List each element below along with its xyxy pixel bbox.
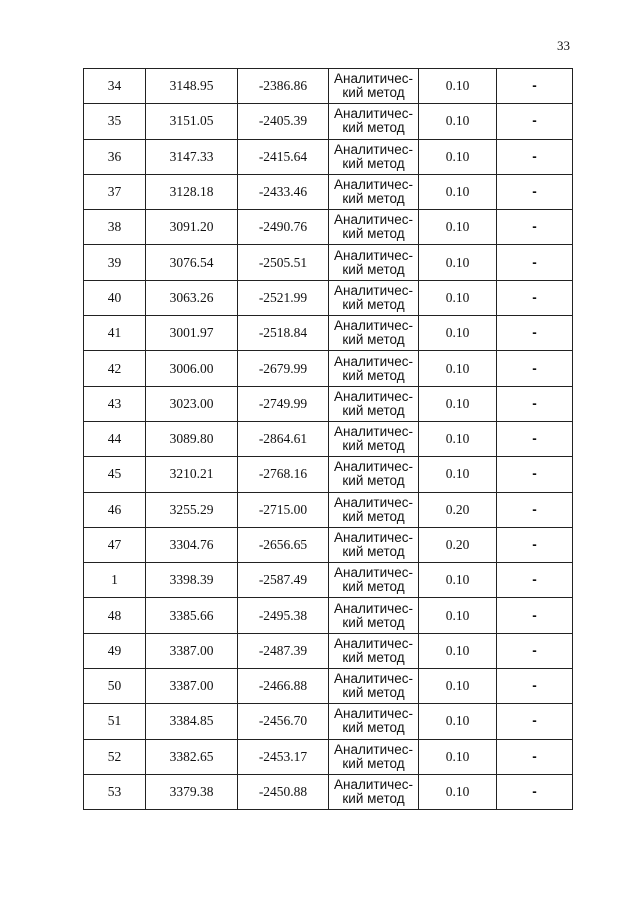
method-cell bbox=[329, 457, 419, 492]
method-cell bbox=[329, 245, 419, 280]
description-cell: - bbox=[497, 633, 573, 668]
y-coordinate-cell: -2415.64 bbox=[238, 139, 329, 174]
x-coordinate-cell: 3147.33 bbox=[146, 139, 238, 174]
table-row bbox=[84, 739, 573, 774]
table-row bbox=[84, 457, 573, 492]
point-number-cell: 42 bbox=[84, 351, 146, 386]
x-coordinate-cell: 3006.00 bbox=[146, 351, 238, 386]
point-number-cell: 45 bbox=[84, 457, 146, 492]
method-line-2: кий метод bbox=[342, 791, 405, 807]
y-coordinate-cell: -2656.65 bbox=[238, 527, 329, 562]
table-row bbox=[84, 669, 573, 704]
description-cell: - bbox=[497, 457, 573, 492]
method-cell bbox=[329, 774, 419, 809]
accuracy-cell: 0.10 bbox=[419, 210, 497, 245]
table-row bbox=[84, 563, 573, 598]
method-line-1: Аналитичес- bbox=[334, 318, 413, 334]
accuracy-cell: 0.10 bbox=[419, 739, 497, 774]
x-coordinate-cell: 3128.18 bbox=[146, 174, 238, 209]
method-line-1: Аналитичес- bbox=[334, 71, 413, 87]
table-row bbox=[84, 210, 573, 245]
table-row bbox=[84, 174, 573, 209]
table-row bbox=[84, 245, 573, 280]
method-line-2: кий метод bbox=[342, 438, 405, 454]
accuracy-cell: 0.10 bbox=[419, 69, 497, 104]
y-coordinate-cell: -2433.46 bbox=[238, 174, 329, 209]
method-line-1: Аналитичес- bbox=[334, 600, 413, 616]
accuracy-cell: 0.10 bbox=[419, 421, 497, 456]
x-coordinate-cell: 3001.97 bbox=[146, 316, 238, 351]
method-line-1: Аналитичес- bbox=[334, 706, 413, 722]
y-coordinate-cell: -2518.84 bbox=[238, 316, 329, 351]
description-cell: - bbox=[497, 492, 573, 527]
x-coordinate-cell: 3148.95 bbox=[146, 69, 238, 104]
accuracy-cell: 0.10 bbox=[419, 174, 497, 209]
method-line-2: кий метод bbox=[342, 191, 405, 207]
method-line-2: кий метод bbox=[342, 508, 405, 524]
method-line-1: Аналитичес- bbox=[334, 247, 413, 263]
table-row bbox=[84, 104, 573, 139]
y-coordinate-cell: -2490.76 bbox=[238, 210, 329, 245]
method-line-2: кий метод bbox=[342, 720, 405, 736]
y-coordinate-cell: -2749.99 bbox=[238, 386, 329, 421]
point-number-cell: 39 bbox=[84, 245, 146, 280]
point-number-cell: 37 bbox=[84, 174, 146, 209]
x-coordinate-cell: 3382.65 bbox=[146, 739, 238, 774]
point-number-cell: 34 bbox=[84, 69, 146, 104]
description-cell: - bbox=[497, 139, 573, 174]
method-cell bbox=[329, 739, 419, 774]
table-row bbox=[84, 492, 573, 527]
accuracy-cell: 0.10 bbox=[419, 598, 497, 633]
x-coordinate-cell: 3387.00 bbox=[146, 633, 238, 668]
point-number-cell: 49 bbox=[84, 633, 146, 668]
table-row bbox=[84, 316, 573, 351]
method-line-1: Аналитичес- bbox=[334, 141, 413, 157]
point-number-cell: 41 bbox=[84, 316, 146, 351]
method-line-1: Аналитичес- bbox=[334, 282, 413, 298]
y-coordinate-cell: -2450.88 bbox=[238, 774, 329, 809]
y-coordinate-cell: -2386.86 bbox=[238, 69, 329, 104]
method-cell bbox=[329, 174, 419, 209]
x-coordinate-cell: 3089.80 bbox=[146, 421, 238, 456]
point-number-cell: 1 bbox=[84, 563, 146, 598]
method-line-2: кий метод bbox=[342, 685, 405, 701]
description-cell: - bbox=[497, 69, 573, 104]
method-line-1: Аналитичес- bbox=[334, 530, 413, 545]
x-coordinate-cell: 3210.21 bbox=[146, 457, 238, 492]
method-line-1: Аналитичес- bbox=[334, 635, 413, 651]
table-row bbox=[84, 139, 573, 174]
y-coordinate-cell: -2864.61 bbox=[238, 421, 329, 456]
x-coordinate-cell: 3091.20 bbox=[146, 210, 238, 245]
table-row bbox=[84, 774, 573, 809]
description-cell: - bbox=[497, 316, 573, 351]
accuracy-cell: 0.10 bbox=[419, 280, 497, 315]
y-coordinate-cell: -2456.70 bbox=[238, 704, 329, 739]
y-coordinate-cell: -2495.38 bbox=[238, 598, 329, 633]
y-coordinate-cell: -2715.00 bbox=[238, 492, 329, 527]
description-cell: - bbox=[497, 704, 573, 739]
table-row bbox=[84, 351, 573, 386]
method-line-1: Аналитичес- bbox=[334, 494, 413, 510]
x-coordinate-cell: 3398.39 bbox=[146, 563, 238, 598]
x-coordinate-cell: 3387.00 bbox=[146, 669, 238, 704]
method-line-2: кий метод bbox=[342, 473, 405, 489]
method-cell bbox=[329, 633, 419, 668]
method-line-1: Аналитичес- bbox=[334, 671, 413, 687]
description-cell: - bbox=[497, 563, 573, 598]
description-cell: - bbox=[497, 527, 573, 562]
method-line-2: кий метод bbox=[342, 85, 405, 101]
method-line-2: кий метод bbox=[342, 579, 405, 595]
point-number-cell: 46 bbox=[84, 492, 146, 527]
point-number-cell: 53 bbox=[84, 774, 146, 809]
table-row bbox=[84, 633, 573, 668]
point-number-cell: 43 bbox=[84, 386, 146, 421]
method-cell bbox=[329, 280, 419, 315]
point-number-cell: 48 bbox=[84, 598, 146, 633]
description-cell: - bbox=[497, 421, 573, 456]
method-cell bbox=[329, 492, 419, 527]
table-row bbox=[84, 280, 573, 315]
y-coordinate-cell: -2487.39 bbox=[238, 633, 329, 668]
method-line-2: кий метод bbox=[342, 402, 405, 418]
method-cell bbox=[329, 316, 419, 351]
method-cell bbox=[329, 104, 419, 139]
accuracy-cell: 0.10 bbox=[419, 139, 497, 174]
accuracy-cell: 0.10 bbox=[419, 351, 497, 386]
accuracy-cell: 0.10 bbox=[419, 563, 497, 598]
y-coordinate-cell: -2466.88 bbox=[238, 669, 329, 704]
point-number-cell: 44 bbox=[84, 421, 146, 456]
method-line-2: кий метод bbox=[342, 155, 405, 171]
description-cell: - bbox=[497, 245, 573, 280]
y-coordinate-cell: -2453.17 bbox=[238, 739, 329, 774]
table-row bbox=[84, 598, 573, 633]
method-line-2: кий метод bbox=[342, 544, 405, 559]
method-line-2: кий метод bbox=[342, 120, 405, 136]
y-coordinate-cell: -2505.51 bbox=[238, 245, 329, 280]
point-number-cell: 51 bbox=[84, 704, 146, 739]
x-coordinate-cell: 3255.29 bbox=[146, 492, 238, 527]
accuracy-cell: 0.10 bbox=[419, 316, 497, 351]
description-cell: - bbox=[497, 774, 573, 809]
y-coordinate-cell: -2521.99 bbox=[238, 280, 329, 315]
method-cell bbox=[329, 598, 419, 633]
method-line-1: Аналитичес- bbox=[334, 424, 413, 440]
method-line-2: кий метод bbox=[342, 755, 405, 771]
coordinates-table bbox=[83, 68, 573, 810]
y-coordinate-cell: -2768.16 bbox=[238, 457, 329, 492]
method-line-2: кий метод bbox=[342, 649, 405, 665]
x-coordinate-cell: 3076.54 bbox=[146, 245, 238, 280]
x-coordinate-cell: 3304.76 bbox=[146, 527, 238, 562]
description-cell: - bbox=[497, 210, 573, 245]
point-number-cell: 50 bbox=[84, 669, 146, 704]
method-cell bbox=[329, 69, 419, 104]
accuracy-cell: 0.10 bbox=[419, 386, 497, 421]
method-line-2: кий метод bbox=[342, 226, 405, 242]
point-number-cell: 47 bbox=[84, 527, 146, 562]
method-cell bbox=[329, 527, 419, 562]
method-line-1: Аналитичес- bbox=[334, 388, 413, 404]
method-line-2: кий метод bbox=[342, 332, 405, 348]
method-cell bbox=[329, 386, 419, 421]
method-cell bbox=[329, 669, 419, 704]
description-cell: - bbox=[497, 280, 573, 315]
method-line-2: кий метод bbox=[342, 367, 405, 383]
method-line-1: Аналитичес- bbox=[334, 106, 413, 122]
x-coordinate-cell: 3023.00 bbox=[146, 386, 238, 421]
accuracy-cell: 0.10 bbox=[419, 457, 497, 492]
method-cell bbox=[329, 563, 419, 598]
table-row bbox=[84, 421, 573, 456]
accuracy-cell: 0.10 bbox=[419, 633, 497, 668]
x-coordinate-cell: 3384.85 bbox=[146, 704, 238, 739]
coordinates-table-body bbox=[84, 69, 573, 810]
method-cell bbox=[329, 421, 419, 456]
accuracy-cell: 0.10 bbox=[419, 704, 497, 739]
method-line-1: Аналитичес- bbox=[334, 459, 413, 475]
method-line-1: Аналитичес- bbox=[334, 741, 413, 757]
method-cell bbox=[329, 704, 419, 739]
table-row bbox=[84, 386, 573, 421]
x-coordinate-cell: 3379.38 bbox=[146, 774, 238, 809]
point-number-cell: 52 bbox=[84, 739, 146, 774]
accuracy-cell: 0.10 bbox=[419, 104, 497, 139]
accuracy-cell: 0.20 bbox=[419, 492, 497, 527]
point-number-cell: 35 bbox=[84, 104, 146, 139]
accuracy-cell: 0.10 bbox=[419, 669, 497, 704]
method-line-2: кий метод bbox=[342, 614, 405, 630]
y-coordinate-cell: -2405.39 bbox=[238, 104, 329, 139]
accuracy-cell: 0.10 bbox=[419, 245, 497, 280]
table-row bbox=[84, 704, 573, 739]
description-cell: - bbox=[497, 669, 573, 704]
method-line-1: Аналитичес- bbox=[334, 353, 413, 369]
method-line-1: Аналитичес- bbox=[334, 177, 413, 193]
x-coordinate-cell: 3151.05 bbox=[146, 104, 238, 139]
table-row bbox=[84, 69, 573, 104]
method-line-1: Аналитичес- bbox=[334, 212, 413, 228]
description-cell: - bbox=[497, 104, 573, 139]
method-cell bbox=[329, 139, 419, 174]
method-cell bbox=[329, 210, 419, 245]
page-number: 33 bbox=[557, 38, 570, 53]
method-line-2: кий метод bbox=[342, 296, 405, 312]
accuracy-cell: 0.10 bbox=[419, 774, 497, 809]
x-coordinate-cell: 3063.26 bbox=[146, 280, 238, 315]
point-number-cell: 40 bbox=[84, 280, 146, 315]
description-cell: - bbox=[497, 598, 573, 633]
description-cell: - bbox=[497, 351, 573, 386]
accuracy-cell: 0.20 bbox=[419, 527, 497, 562]
x-coordinate-cell: 3385.66 bbox=[146, 598, 238, 633]
method-line-1: Аналитичес- bbox=[334, 565, 413, 581]
method-line-2: кий метод bbox=[342, 261, 405, 277]
method-cell bbox=[329, 351, 419, 386]
method-line-1: Аналитичес- bbox=[334, 777, 413, 793]
description-cell: - bbox=[497, 739, 573, 774]
point-number-cell: 36 bbox=[84, 139, 146, 174]
y-coordinate-cell: -2679.99 bbox=[238, 351, 329, 386]
point-number-cell: 38 bbox=[84, 210, 146, 245]
description-cell: - bbox=[497, 174, 573, 209]
table-row bbox=[84, 527, 573, 562]
description-cell: - bbox=[497, 386, 573, 421]
y-coordinate-cell: -2587.49 bbox=[238, 563, 329, 598]
